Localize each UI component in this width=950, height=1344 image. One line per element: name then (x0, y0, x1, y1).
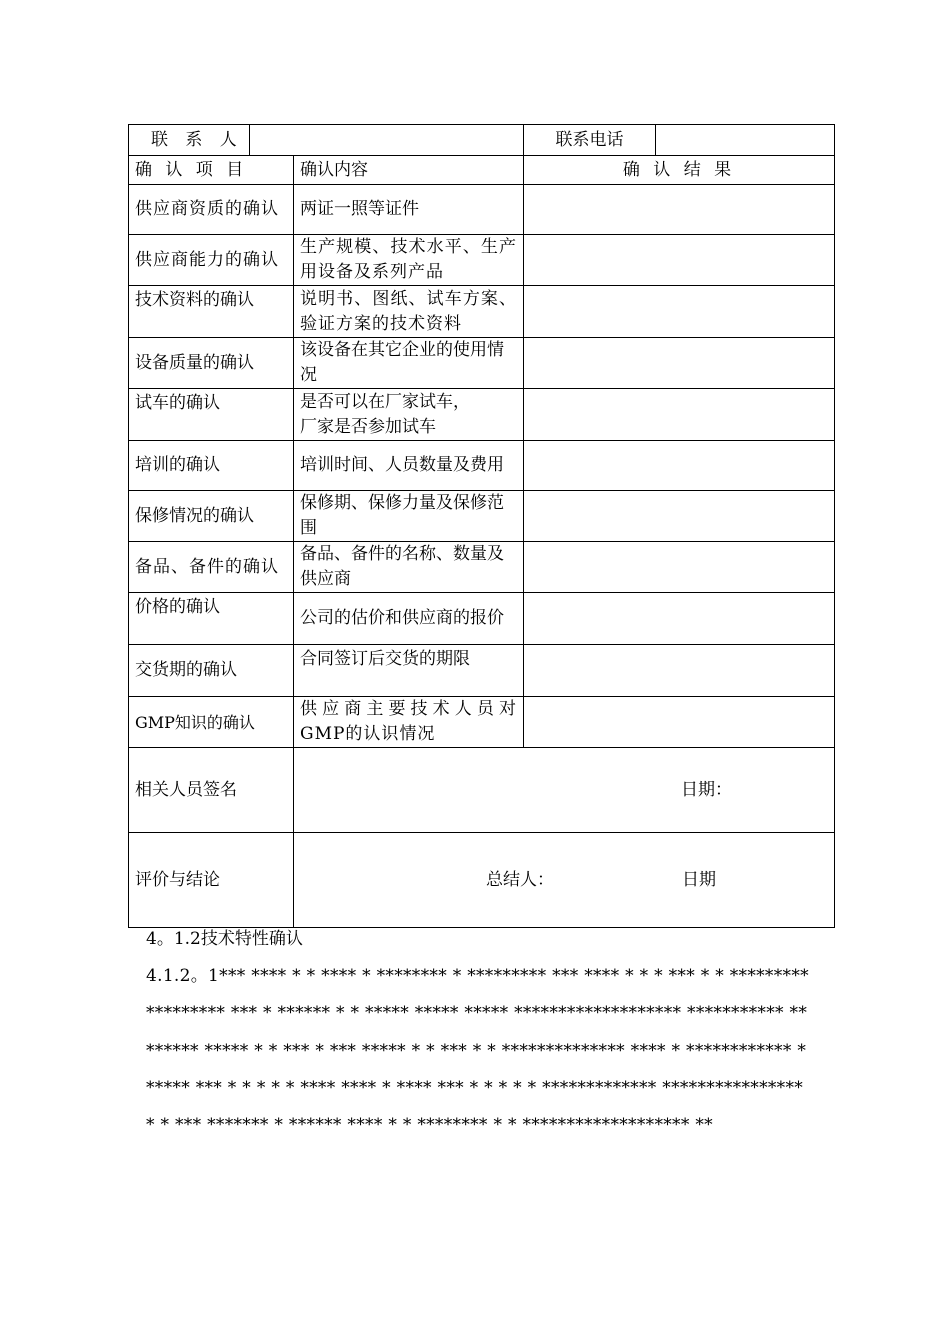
row-content: 生产规模、技术水平、生产用设备及系列产品 (294, 235, 524, 286)
row-content: 供应商主要技术人员对GMP的认识情况 (294, 697, 524, 748)
contact-label (129, 125, 250, 156)
header-result (524, 156, 835, 185)
signature-label: 相关人员签名 (129, 748, 294, 833)
row-content: 公司的估价和供应商的报价 (294, 593, 524, 645)
row-content-line: 是否可以在厂家试车， (300, 391, 470, 412)
table-row (129, 389, 835, 441)
row-result-cell[interactable] (524, 286, 835, 338)
contact-value-cell[interactable] (250, 125, 524, 156)
section-title: 4。1.2技术特性确认 (146, 929, 303, 949)
row-result-cell[interactable] (524, 235, 835, 286)
header-item-text: 确 认 项 目 (135, 159, 248, 180)
row-result-cell[interactable] (524, 338, 835, 389)
row-result-cell[interactable] (524, 185, 835, 235)
row-item-label: 价格的确认 (129, 593, 294, 645)
row-item-label: 培训的确认 (129, 441, 294, 491)
row-result-cell[interactable] (524, 593, 835, 645)
row-content: 两证一照等证件 (294, 185, 524, 235)
evaluation-cell[interactable] (294, 833, 835, 928)
row-content: 合同签订后交货的期限 (294, 645, 524, 697)
header-row (129, 156, 835, 185)
table-row (129, 593, 835, 645)
row-item-label: 交货期的确认 (129, 645, 294, 697)
row-result-cell[interactable] (524, 542, 835, 593)
row-content: 该设备在其它企业的使用情况 (294, 338, 524, 389)
table-row (129, 185, 835, 235)
row-item-label: 备品、备件的确认 (129, 542, 294, 593)
signature-row (129, 748, 835, 833)
row-item-label: 技术资料的确认 (129, 286, 294, 338)
phone-label: 联系电话 (524, 125, 656, 156)
row-content: 备品、备件的名称、数量及供应商 (294, 542, 524, 593)
table-row (129, 491, 835, 542)
table-row (129, 542, 835, 593)
row-content (294, 389, 524, 441)
contact-row (129, 125, 835, 156)
table-row (129, 286, 835, 338)
row-result-cell[interactable] (524, 389, 835, 441)
signature-date-label: 日期： (681, 779, 732, 800)
section-paragraph: 4.1.2。1*** **** * * **** * ******** * ********* *** **** * * * *** * * ****************** *** * ****** * * ***** ***** ***** ******************* *********** ******** ***** * * *** * *** ***** * * *** * * ************** **** * ************ ****** *** * * * * * **** **** * **** *** * * * * * ************* ***************** * *** ******* * ****** **** * * ******** * * ******************* ** (146, 966, 809, 1136)
evaluation-date-label: 日期 (682, 869, 716, 890)
row-result-cell[interactable] (524, 491, 835, 542)
phone-value-cell[interactable] (656, 125, 835, 156)
table-row (129, 235, 835, 286)
row-content: 保修期、保修力量及保修范围 (294, 491, 524, 542)
row-item-label: 供应商能力的确认 (129, 235, 294, 286)
row-result-cell[interactable] (524, 645, 835, 697)
row-content-line: 厂家是否参加试车 (300, 416, 436, 437)
row-item-label: 保修情况的确认 (129, 491, 294, 542)
evaluation-row (129, 833, 835, 928)
row-content: 培训时间、人员数量及费用 (294, 441, 524, 491)
row-item-label: 设备质量的确认 (129, 338, 294, 389)
row-item-label: 试车的确认 (129, 389, 294, 441)
table-row (129, 338, 835, 389)
evaluation-label: 评价与结论 (129, 833, 294, 928)
table-row (129, 645, 835, 697)
contact-label-text: 联 系 人 (151, 129, 243, 150)
row-result-cell[interactable] (524, 441, 835, 491)
table-row (129, 697, 835, 748)
row-item-label: GMP知识的确认 (129, 697, 294, 748)
row-content: 说明书、图纸、试车方案、验证方案的技术资料 (294, 286, 524, 338)
supplier-confirmation-table (128, 124, 835, 928)
evaluation-summarizer-label: 总结人： (486, 869, 554, 890)
header-result-text: 确 认 结 果 (622, 159, 736, 180)
table-row (129, 441, 835, 491)
header-content: 确认内容 (294, 156, 524, 185)
header-item (129, 156, 294, 185)
row-result-cell[interactable] (524, 697, 835, 748)
signature-cell[interactable] (294, 748, 835, 833)
row-item-label: 供应商资质的确认 (129, 185, 294, 235)
